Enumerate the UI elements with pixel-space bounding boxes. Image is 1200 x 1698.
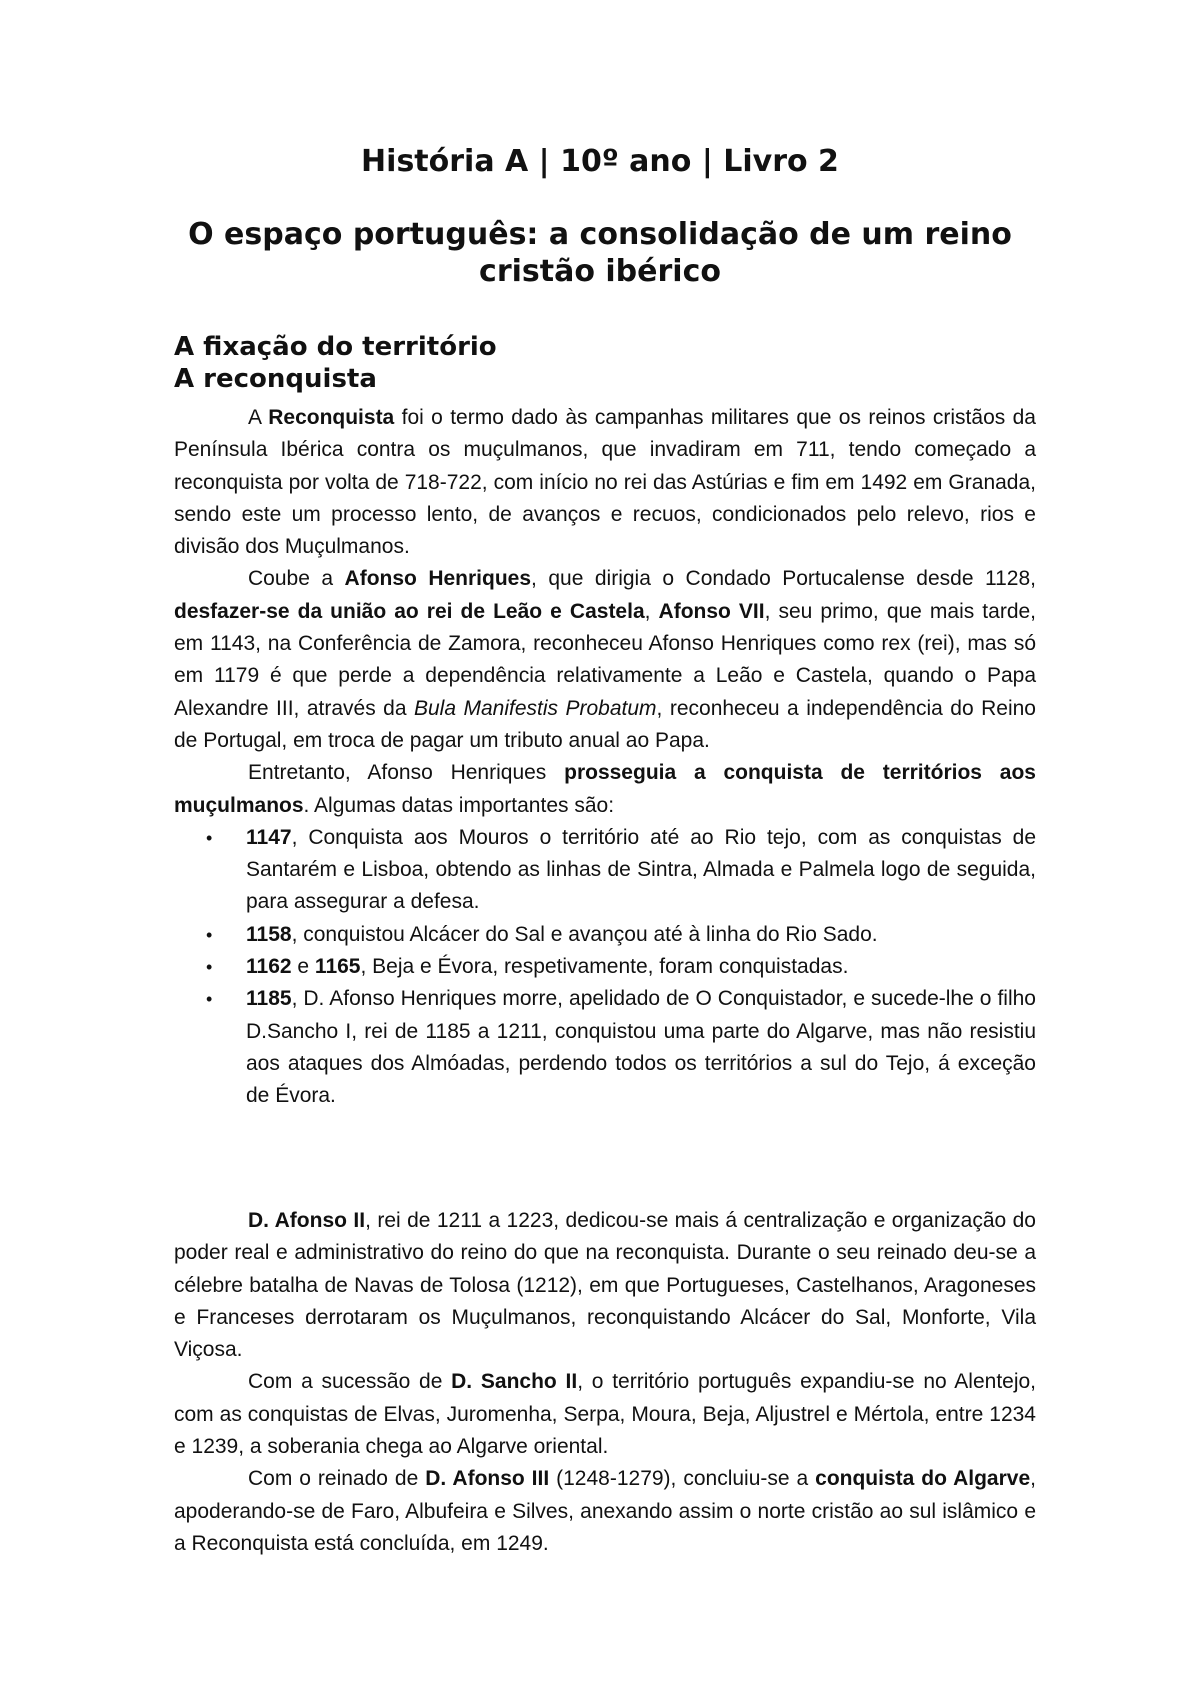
document-subtitle: O espaço português: a consolidação de um reino cristão ibérico (188, 217, 1012, 289)
body-text-block-2 (174, 1205, 1036, 1560)
bullet-icon: • (206, 924, 213, 945)
paragraph-afonso-henriques (174, 563, 1036, 757)
bullet-icon: • (206, 827, 213, 848)
text-run: , D. Afonso Henriques morre, apelidado de O Conquistador, e sucede-lhe o filho D.Sancho I, rei de 1185 a 1211, conquistou uma parte do Algarve, mas não resistiu aos ataques dos Almóadas, perdendo todos os territórios a sul do Tejo, á exceção de Évora. (246, 987, 1036, 1108)
text-run: , Beja e Évora, respetivamente, foram conquistadas. (360, 955, 849, 979)
text-run: , o território português expandiu-se no Alentejo, com as conquistas de Elvas, Juromenha, Serpa, Moura, Beja, Aljustrel e Mértola, entre 1234 e 1239, a soberania chega ao Algarve oriental. (174, 1370, 1037, 1459)
text-run: A (248, 406, 269, 429)
text-run: , rei de 1211 a 1223, dedicou-se mais á centralização e organização do poder real e administrativo do reino do que na reconquista. Durante o seu reinado deu-se a célebre batalha de Navas de Tolosa (1212), em que Portugueses, Castelhanos, Aragoneses e Franceses derrotaram os Muçulmanos, reconquistando Alcácer do Sal, Monforte, Vila Viçosa. (174, 1209, 1036, 1362)
text-run: , (644, 599, 659, 623)
list-item (206, 822, 1036, 919)
paragraph-afonso-iii (174, 1463, 1036, 1560)
bullet-icon: • (206, 957, 213, 978)
bold-term: desfazer-se da união ao rei de Leão e Castela (174, 599, 645, 623)
section-heading-reconquista: A reconquista (174, 364, 377, 394)
text-run: e (291, 955, 315, 979)
paragraph-entretanto (174, 757, 1036, 822)
paragraph-sancho-ii (174, 1366, 1036, 1463)
section-heading-fixacao: A fixação do território (174, 332, 497, 362)
text-run: foi o termo dado às campanhas militares que os reinos cristãos da Península Ibérica contra os muçulmanos, que invadiram em 711, tendo começado a reconquista por volta de 718-722, com início no rei das Astúrias e fim em 1492 em Granada, sendo este um processo lento, de avanços e recuos, condicionados pelo relevo, rios e divisão dos Muçulmanos. (174, 406, 1036, 559)
bold-year: 1165 (314, 955, 361, 979)
body-text-block-1 (174, 402, 1036, 1113)
bold-term: D. Afonso II (248, 1209, 366, 1232)
text-run: , apoderando-se de Faro, Albufeira e Silves, anexando assim o norte cristão ao sul islâmico e a Reconquista está concluída, em 1249. (174, 1467, 1036, 1555)
text-run: Com o reinado de (248, 1467, 426, 1491)
bullet-icon: • (206, 989, 213, 1010)
text-run: , reconheceu a independência do Reino de Portugal, em troca de pagar um tributo anual ao Papa. (174, 696, 1036, 752)
bold-term: Afonso Henriques (344, 567, 532, 591)
paragraph-reconquista (174, 402, 1036, 563)
text-run: , conquistou Alcácer do Sal e avançou até à linha do Rio Sado. (291, 922, 878, 946)
text-run: Coube a (248, 567, 345, 591)
important-dates-list (174, 822, 1036, 1113)
text-run: . Algumas datas importantes são: (303, 793, 615, 817)
text-run: , seu primo, que mais tarde, em 1143, na Conferência de Zamora, reconheceu Afonso Henriques como rex (rei), mas só em 1179 é que perde a dependência relativamente a Leão e Castela, quando o Papa Alexandre III, através da (174, 599, 1037, 720)
bold-year: 1162 (246, 955, 292, 979)
bold-term: conquista do Algarve (815, 1467, 1031, 1491)
list-item (206, 951, 1036, 983)
bold-year: 1185 (246, 987, 292, 1011)
list-item (206, 919, 1036, 951)
bold-term: prosseguia a conquista de territórios aos muçulmanos (174, 761, 1036, 817)
list-item (206, 983, 1036, 1112)
bold-year: 1158 (246, 922, 292, 946)
text-run: Entretanto, Afonso Henriques (248, 761, 565, 785)
italic-term: Bula Manifestis Probatum (414, 696, 657, 720)
text-run: (1248-1279), concluiu-se a (549, 1467, 816, 1491)
bold-term: D. Sancho II (451, 1370, 578, 1394)
document-title: História A | 10º ano | Livro 2 (361, 144, 839, 179)
bold-term: Afonso VII (658, 599, 765, 623)
text-run: , Conquista aos Mouros o território até ao Rio tejo, com as conquistas de Santarém e Lisboa, obtendo as linhas de Sintra, Almada e Palmela logo de seguida, para assegurar a defesa. (246, 825, 1036, 914)
bold-term: Reconquista (268, 406, 395, 429)
bold-term: D. Afonso III (425, 1467, 550, 1491)
paragraph-afonso-ii (174, 1205, 1036, 1366)
text-run: , que dirigia o Condado Portucalense desde 1128, (531, 567, 1036, 591)
bold-year: 1147 (246, 825, 292, 849)
text-run: Com a sucessão de (248, 1370, 452, 1394)
